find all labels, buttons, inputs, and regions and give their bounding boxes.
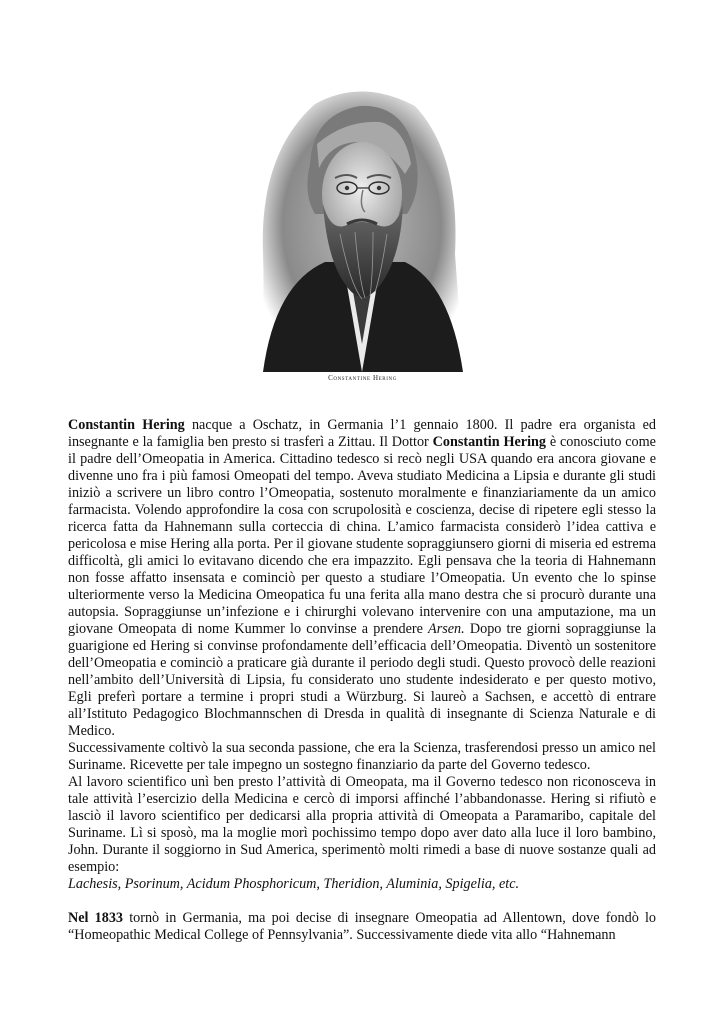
name-bold: Constantin Hering [432,434,547,450]
biography-text [68,417,656,944]
paragraph-omeopata: Al lavoro scientifico unì ben presto l’attività di Omeopata, ma il Governo tedesco non riconosceva in tale attività l’esercizio della Medicina e cercò di imporsi affinché l’abbandonasse. Hering si rifiutò e lasciò il lavoro scientifico per dedicarsi alla propria attività di Omeopata a Paramaribo, capitale del Suriname. Lì si sposò, ma la moglie morì pochissimo tempo dopo aver dato alla luce il loro bambino, John. Durante il soggiorno in Sud America, sperimentò molti rimedi a base di nuove sostanze quali ad esempio: [68,774,656,875]
text-run: Dopo tre giorni sopraggiunse la guarigione ed Hering si convinse profondamente dell’efficacia dell’Omeopatia. Diventò un sostenitore dell’Omeopatia e cominciò a praticare già durante il periodo degli studi. Questo provocò delle reazioni nell’ambito dell’Università di Lipsia, fu considerato uno studente indesiderato e per questo motivo, Egli preferì portare a termine i propri studi a Würzburg. Si laureò a Sachsen, e accettò di entrare all’Istituto Pedagogico Blochmannschen di Dresda in qualità di insegnante di Scienza Naturale e di Medico. [68,621,656,739]
paragraph-1833 [68,910,656,944]
name-bold: Constantin Hering [68,417,185,433]
year-bold: Nel 1833 [68,910,124,926]
remedy-italic: Arsen. [428,621,465,637]
paragraph-spacer [68,893,656,910]
paragraph-suriname: Successivamente coltivò la sua seconda passione, che era la Scienza, trasferendosi presso un amico nel Suriname. Ricevette per tale impegno un sostegno finanziario da parte del Governo tedesco. [68,740,656,773]
text-run: è conosciuto come il padre dell’Omeopatia in America. Cittadino tedesco si recò negli USA quando era ancora giovane e divenne uno fra i più famosi Omeopati del tempo. Aveva studiato Medicina a Lipsia e durante gli studi iniziò a scrivere un libro contro l’Omeopatia, sostenuto moralmente e finanziariamente da un amico farmacista. Volendo approfondire la cosa con scrupolosità e coscienza, decise di ripetere egli stesso la ricerca fatta da Hahnemann sulla corteccia di china. L’amico farmacista considerò l’idea cattiva e pericolosa e mise Hering alla porta. Per il giovane studente sopraggiunsero giorni di miseria ed estrema difficoltà, gli amici lo evitavano dicendo che era impazzito. Egli pensava che la teoria di Hahnemann non fosse affatto insensata e cominciò per questo a studiare l’Omeopatia. Un evento che lo spinse ulteriormente verso la Medicina Omeopatica fu una ferita alla mano destra che si procurò durante una autopsia. Sopraggiunse un’infezione e i chirurghi volevano intervenire con una amputazione, ma un giovane Omeopata di nome Kummer lo convinse a prendere [68,434,656,637]
paragraph-intro [68,417,656,740]
remedies-italic: Lachesis, Psorinum, Acidum Phosphoricum, Theridion, Aluminia, Spigelia, etc. [68,876,520,892]
portrait-caption: Constantine Hering [328,374,397,382]
remedies-list [68,876,656,893]
portrait-engraving [255,84,469,372]
text-run: tornò in Germania, ma poi decise di insegnare Omeopatia ad Allentown, dove fondò lo “Homeopathic Medical College of Pennsylvania”. Successivamente diede vita allo “Hahnemann [68,910,656,943]
text-run: nacque a Oschatz, in Germania l’1 gennaio 1800. Il padre era organista ed insegnante e la famiglia ben presto si trasferì a Zittau. Il Dottor [68,417,657,450]
